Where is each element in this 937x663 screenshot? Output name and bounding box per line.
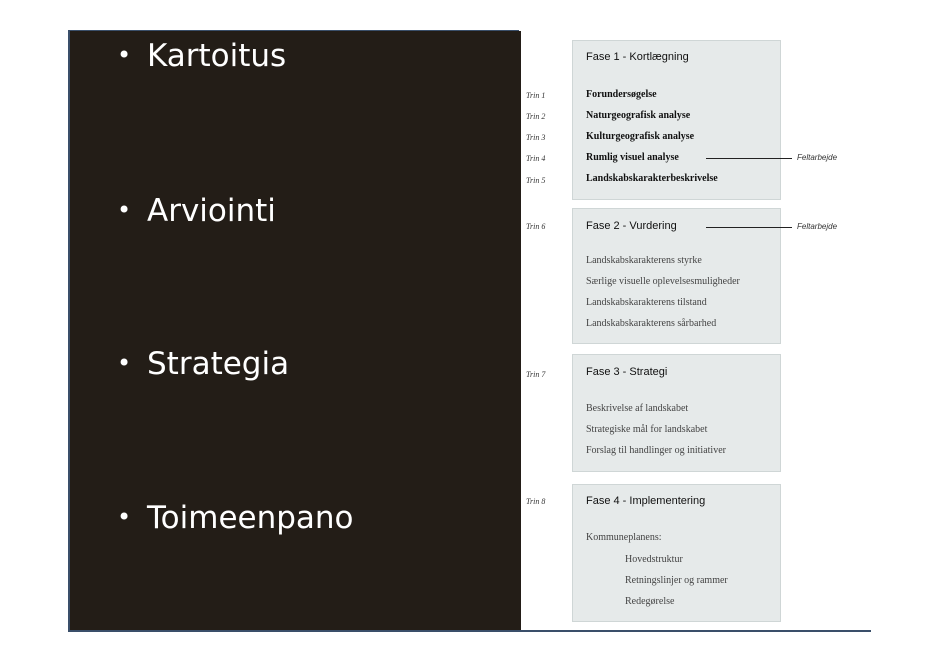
step-ref: Trin 3 [526, 133, 546, 142]
phase-2-item: Landskabskarakterens sårbarhed [586, 318, 717, 329]
phase-2-item: Landskabskarakterens tilstand [586, 297, 707, 308]
phase-2-item: Særlige visuelle oplevelsesmuligheder [586, 276, 740, 287]
phase-3-item: Beskrivelse af landskabet [586, 403, 689, 414]
phase-4-subitem: Retningslinjer og rammer [625, 575, 728, 586]
bullet-item [117, 500, 354, 536]
bullet-dot: • [117, 349, 132, 377]
bullet-dot: • [117, 196, 132, 224]
phase-1-item: Forundersøgelse [586, 89, 657, 100]
step-ref: Trin 6 [526, 222, 546, 231]
phase-1-item: Naturgeografisk analyse [586, 110, 691, 121]
phase-3-title: Fase 3 - Strategi [586, 366, 668, 378]
phase-4-item: Kommuneplanens: [586, 532, 662, 543]
step-ref: Trin 1 [526, 91, 546, 100]
phase-3-item: Forslag til handlinger og initiativer [586, 445, 726, 456]
step-ref: Trin 8 [526, 497, 546, 506]
phase-2-title: Fase 2 - Vurdering [586, 220, 677, 232]
phase-2-item: Landskabskarakterens styrke [586, 255, 702, 266]
step-ref: Trin 2 [526, 112, 546, 121]
fieldwork-connector-line [706, 158, 792, 159]
phase-1-item: Landskabskarakterbeskrivelse [586, 173, 718, 184]
bullet-dot: • [117, 41, 132, 69]
bullet-label: Toimeenpano [147, 500, 354, 536]
bullet-label: Strategia [147, 346, 290, 382]
bullet-dot: • [117, 503, 132, 531]
fieldwork-connector-line [706, 227, 792, 228]
phase-1-title: Fase 1 - Kortlægning [586, 51, 689, 63]
step-ref: Trin 5 [526, 176, 546, 185]
phase-1-item: Kulturgeografisk analyse [586, 131, 695, 142]
fieldwork-note: Feltarbejde [797, 153, 838, 162]
bullet-item [117, 346, 289, 382]
phase-4-title: Fase 4 - Implementering [586, 495, 706, 507]
step-ref: Trin 7 [526, 370, 546, 379]
phase-4-subitem: Hovedstruktur [625, 554, 683, 565]
phase-4-subitem: Redegørelse [625, 596, 675, 607]
bullet-item [117, 193, 276, 229]
frame-bottom-line [68, 630, 871, 632]
phase-3-item: Strategiske mål for landskabet [586, 424, 708, 435]
step-ref: Trin 4 [526, 154, 546, 163]
fieldwork-note: Feltarbejde [797, 222, 838, 231]
bullet-item [117, 38, 286, 74]
bullet-label: Kartoitus [147, 38, 287, 74]
dark-bullet-panel [68, 31, 521, 632]
bullet-label: Arviointi [147, 193, 276, 229]
phase-1-item: Rumlig visuel analyse [586, 152, 679, 163]
